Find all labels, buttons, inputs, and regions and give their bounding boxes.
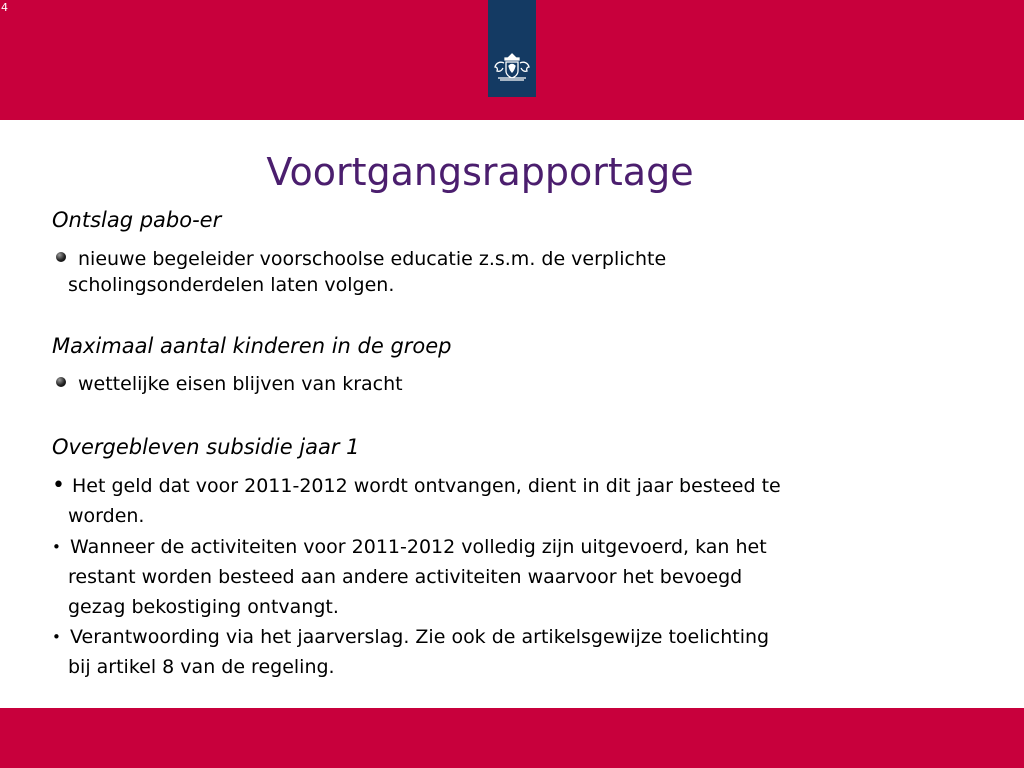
slide-title: Voortgangsrapportage [266,150,694,194]
bullet-dot-icon: • [52,628,61,646]
bullet-dot-icon: • [52,473,65,498]
bullet-ball-icon [56,377,66,387]
coat-of-arms-icon [491,52,533,84]
bullet-dot-icon: • [52,538,61,556]
rijksoverheid-logo [488,0,536,97]
bullet-text: Wanneer de activiteiten voor 2011-2012 volledig zijn uitgevoerd, kan het [70,536,767,558]
section-heading-maximaal: Maximaal aantal kinderen in de groep [52,334,452,358]
bullet-text: wettelijke eisen blijven van kracht [78,373,403,395]
footer-band [0,708,1024,768]
bullet-text: Het geld dat voor 2011-2012 wordt ontvangen, dient in dit jaar besteed te [72,475,781,497]
bullet-text: Verantwoording via het jaarverslag. Zie ook de artikelsgewijze toelichting [70,626,770,648]
bullet-text: bij artikel 8 van de regeling. [68,656,335,678]
slide-number: 4 [1,1,8,14]
bullet-text: nieuwe begeleider voorschoolse educatie z.s.m. de verplichte [78,248,667,270]
section-heading-ontslag: Ontslag pabo-er [52,208,222,232]
bullet-text: worden. [68,505,145,527]
section-heading-subsidie: Overgebleven subsidie jaar 1 [52,435,360,459]
bullet-ball-icon [56,252,66,262]
bullet-text: scholingsonderdelen laten volgen. [68,274,395,296]
bullet-text: restant worden besteed aan andere activiteiten waarvoor het bevoegd [68,566,743,588]
bullet-text: gezag bekostiging ontvangt. [68,596,339,618]
